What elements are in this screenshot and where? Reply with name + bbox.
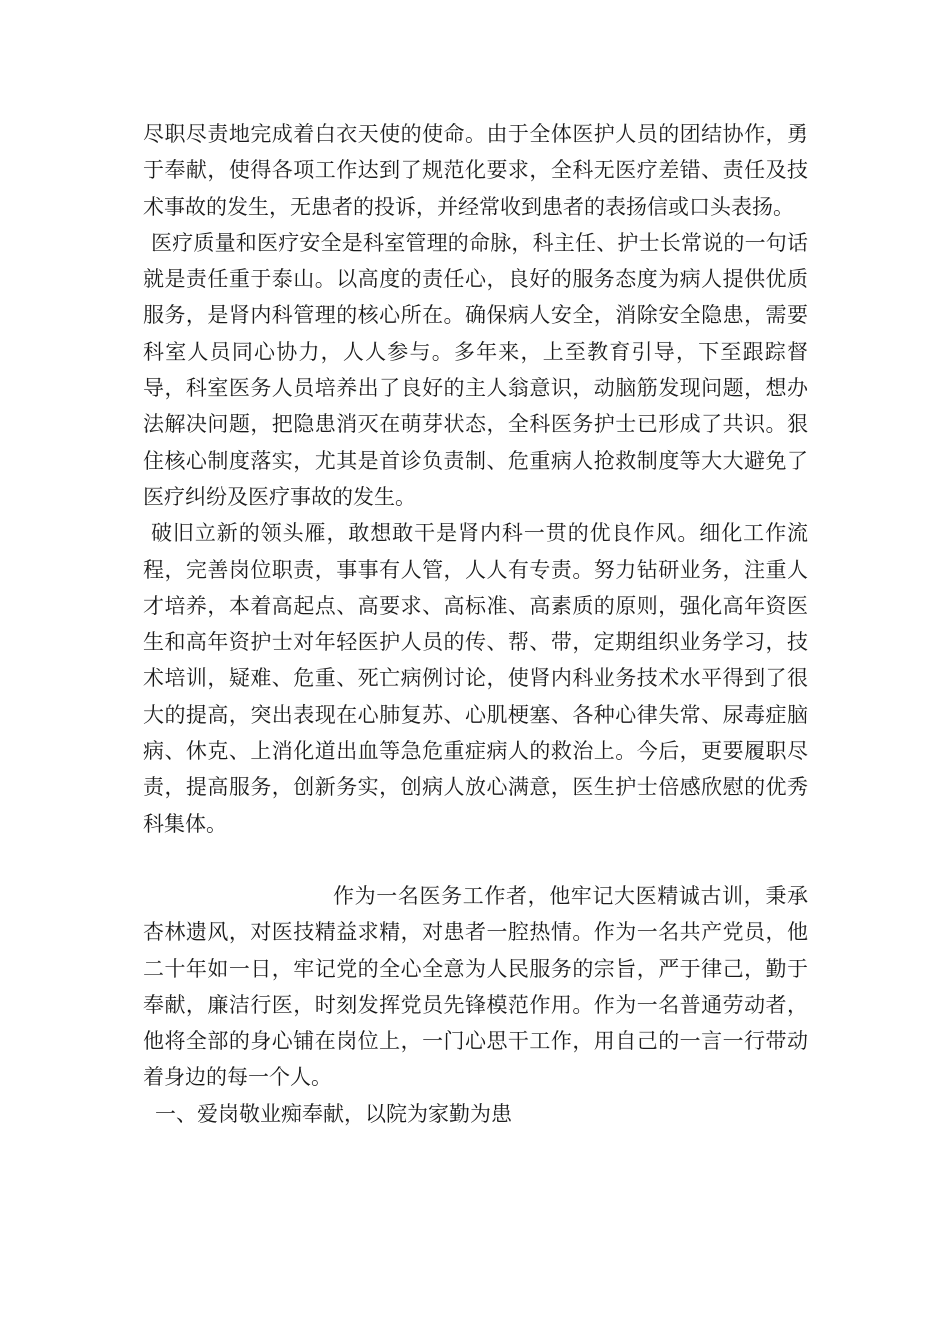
document-page [143, 116, 808, 1132]
paragraph-3: 破旧立新的领头雁，敢想敢干是肾内科一贯的优良作风。细化工作流程，完善岗位职责，事事有人管，人人有专责。努力钻研业务，注重人才培养，本着高起点、高要求、高标准、高素质的原则，强化高年资医生和高年资护士对年轻医护人员的传、帮、带，定期组织业务学习，技术培训，疑难、危重、死亡病例讨论，使肾内科业务技术水平得到了很大的提高，突出表现在心肺复苏、心肌梗塞、各种心律失常、尿毒症脑病、休克、上消化道出血等急危重症病人的救治上。今后，更要履职尽责，提高服务，创新务实，创病人放心满意，医生护士倍感欣慰的优秀科集体。 [143, 521, 808, 836]
paragraph-1: 尽职尽责地完成着白衣天使的使命。由于全体医护人员的团结协作，勇于奉献，使得各项工作达到了规范化要求，全科无医疗差错、责任及技术事故的发生，无患者的投诉，并经常收到患者的表扬信或口头表扬。 [143, 122, 808, 219]
paragraph-2: 医疗质量和医疗安全是科室管理的命脉，科主任、护士长常说的一句话就是责任重于泰山。以高度的责任心，良好的服务态度为病人提供优质服务，是肾内科管理的核心所在。确保病人安全，消除安全隐患，需要科室人员同心协力，人人参与。多年来，上至教育引导，下至跟踪督导，科室医务人员培养出了良好的主人翁意识，动脑筋发现问题，想办法解决问题，把隐患消灭在萌芽状态，全科医务护士已形成了共识。狠住核心制度落实，尤其是首诊负责制、危重病人抢救制度等大大避免了医疗纠纷及医疗事故的发生。 [143, 230, 808, 509]
section-heading: 一、爱岗敬业痴奉献，以院为家勤为患 [155, 1101, 512, 1126]
paragraph-gap [143, 842, 808, 878]
paragraph-4: 作为一名医务工作者，他牢记大医精诚古训，秉承杏林遗风，对医技精益求精，对患者一腔热情。作为一名共产党员，他二十年如一日，牢记党的全心全意为人民服务的宗旨，严于律己，勤于奉献，廉洁行医，时刻发挥党员先锋模范作用。作为一名普通劳动者，他将全部的身心铺在岗位上，一门心思干工作，用自己的一言一行带动着身边的每一个人。 [143, 883, 808, 1090]
